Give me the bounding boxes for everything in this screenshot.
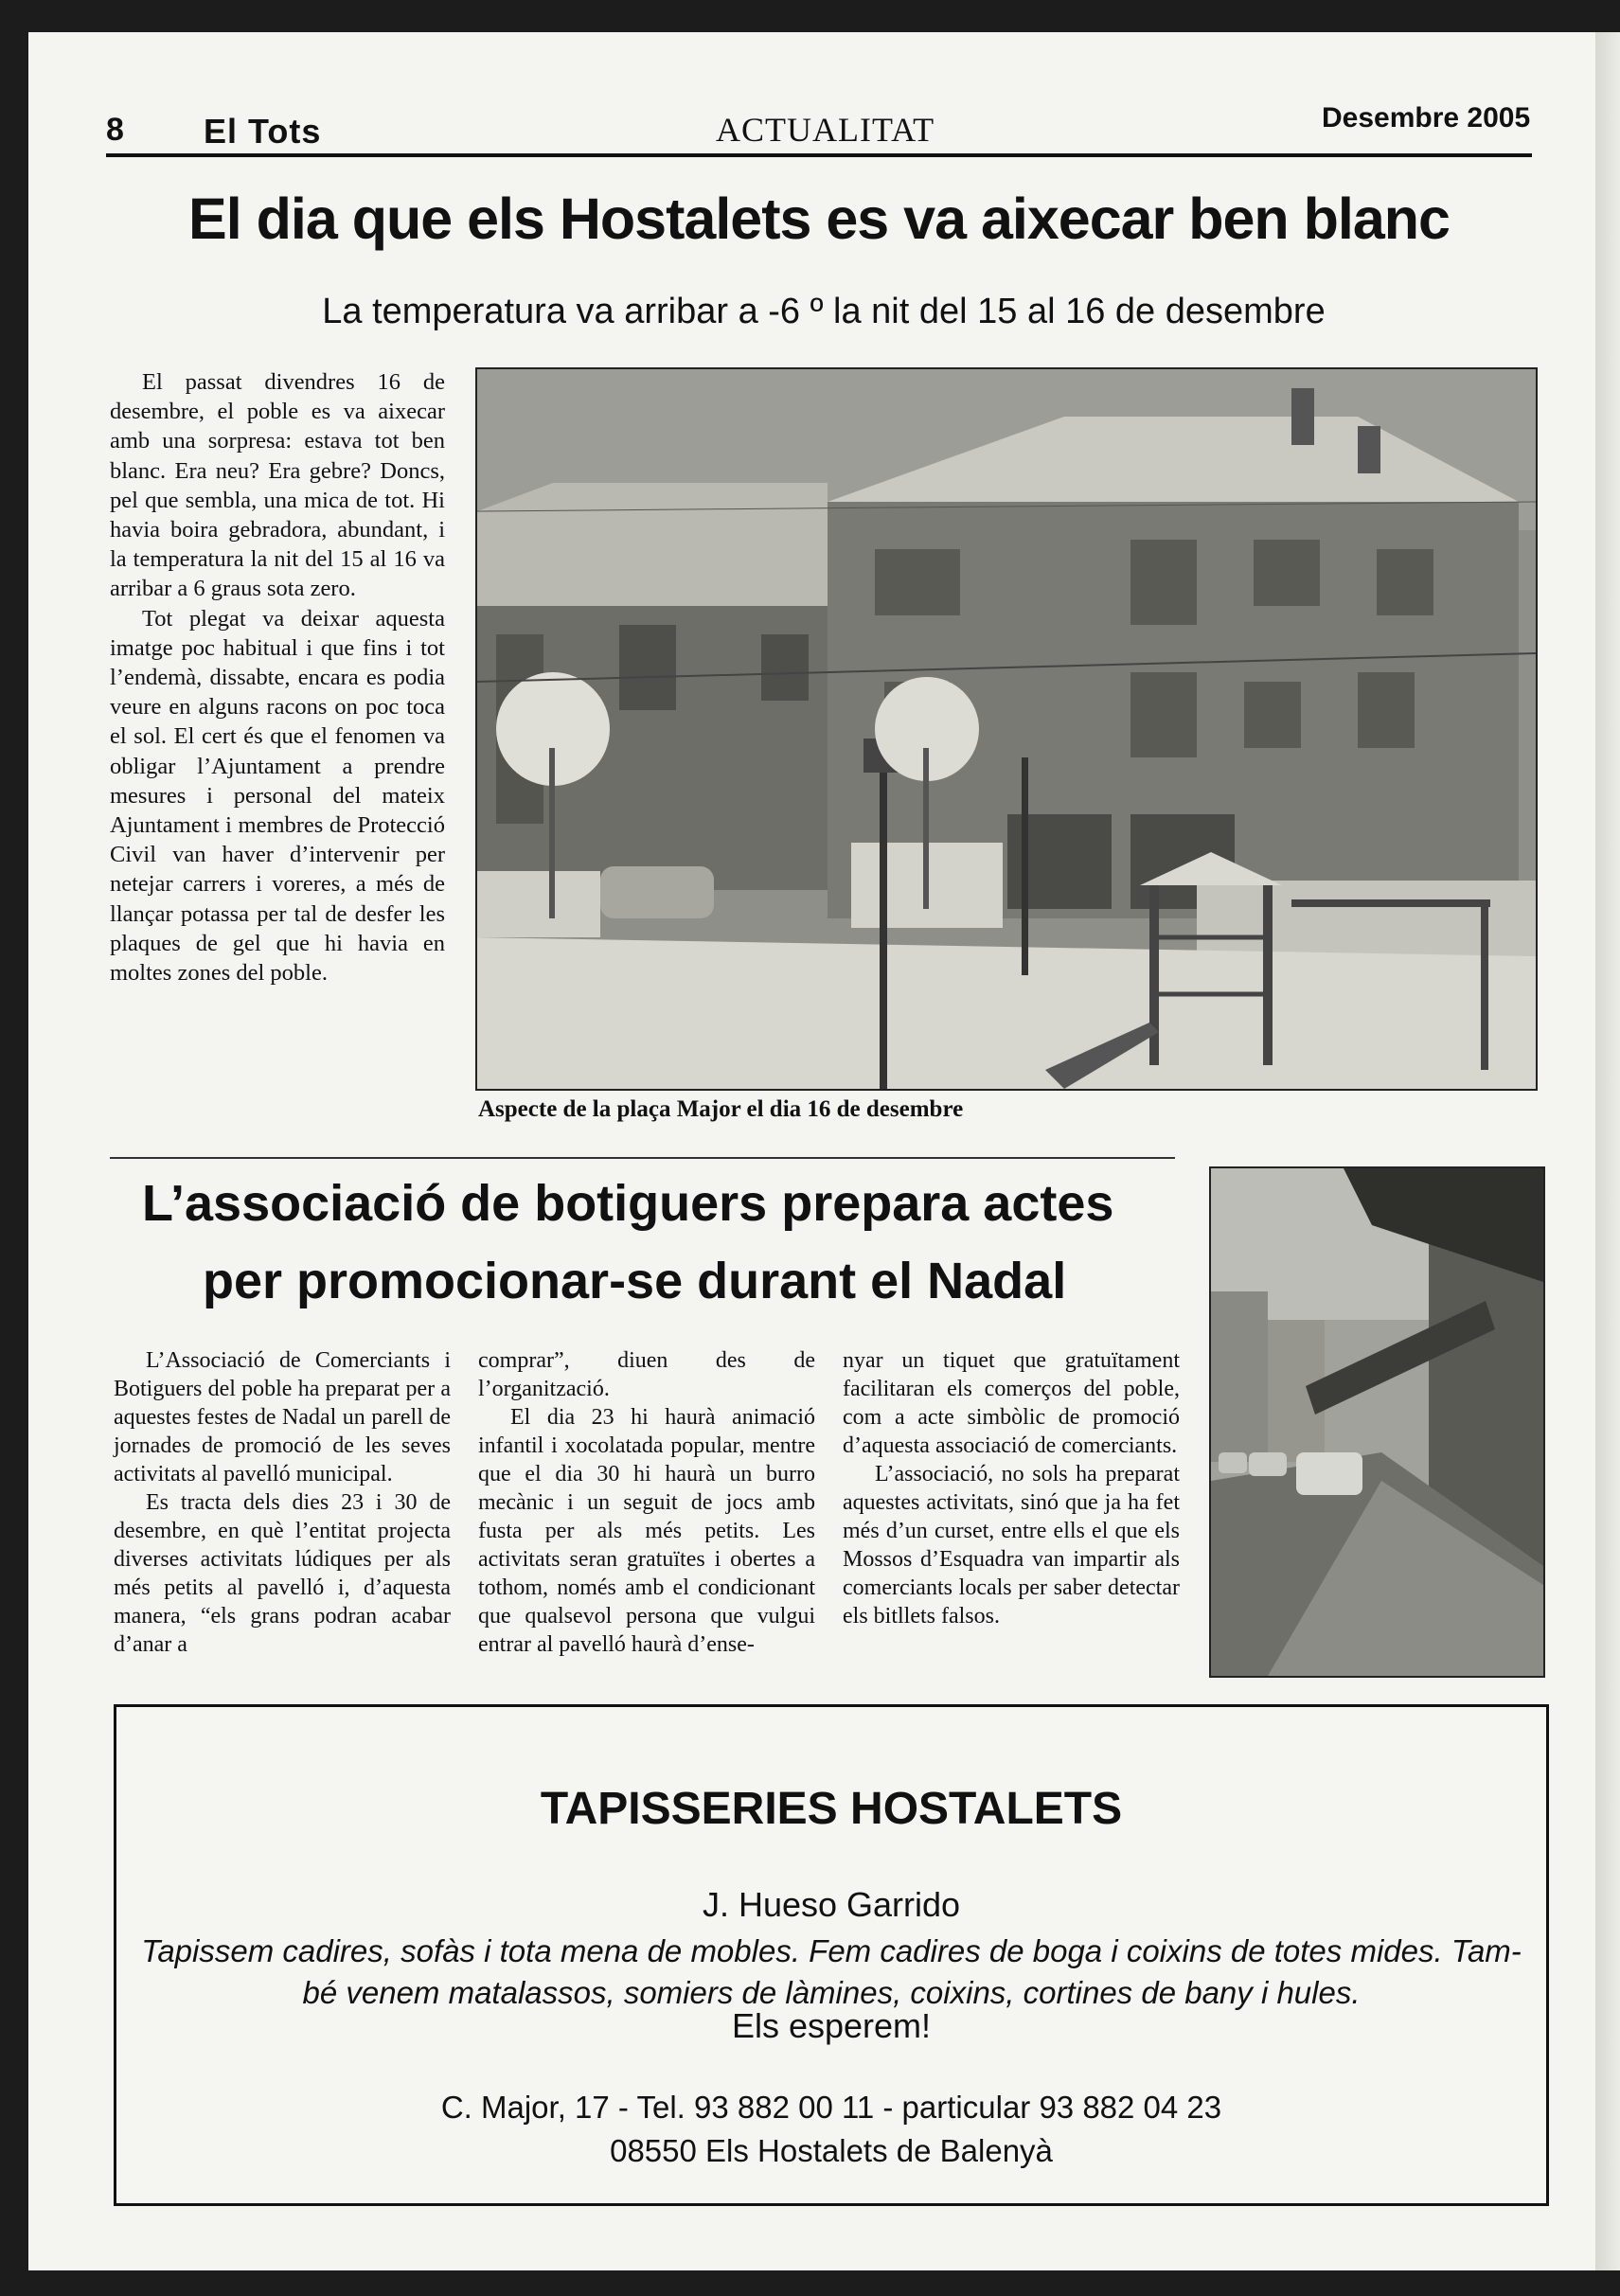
photo-caption: Aspecte de la plaça Major el dia 16 de desembre	[478, 1096, 964, 1122]
article1-paragraph: Tot plegat va deixar aquesta imatge poc habitual i que fins i tot l’endemà, dissabte, encara es podia veure en alguns racons on poc toca el sol. El cert és que el fenomen va obligar l’Ajuntament a prendre mesures i personal del mateix Ajuntament i membres de Protecció Civil van haver d’intervenir per netejar carrers i voreres, a més de llançar potassa per tal de desfer les plaques de gel que hi havia en moltes zones del poble.	[110, 605, 445, 987]
page-number: 8	[106, 112, 124, 148]
header-rule	[106, 153, 1532, 157]
ad-owner-name: J. Hueso Garrido	[702, 1885, 961, 1924]
article1-body	[110, 367, 445, 988]
article2-paragraph: L’associació, no sols ha preparat aquestes activitats, sinó que ja ha fet més d’un curset, entre ells el que els Mossos d’Esquadra van impartir als comerciants locals per saber detectar els bitllets falsos.	[843, 1462, 1180, 1629]
article2-paragraph: El dia 23 hi haurà animació infantil i xocolatada popular, mentre que el dia 30 hi haurà un burro mecànic i un seguit de jocs amb fusta per als més petits. Les activitats seran gratuïtes i obertes a tothom, només amb el condicionant que qualsevol persona que vulgui entrar al pavelló haurà d’ense-	[478, 1405, 815, 1657]
snowy-square-photo	[475, 367, 1538, 1091]
street-illustration	[1211, 1168, 1543, 1676]
ad-address	[116, 2086, 1546, 2173]
article2-column-3	[843, 1346, 1180, 1630]
article2-column-2	[478, 1346, 815, 1659]
ad-business-name: TAPISSERIES HOSTALETS	[540, 1784, 1123, 1834]
section-divider	[110, 1157, 1175, 1159]
issue-date: Desembre 2005	[1322, 102, 1531, 133]
article2-headline-line2: per promocionar-se durant el Nadal	[203, 1253, 1067, 1309]
publication-name: El Tots	[204, 112, 322, 151]
article2-headline-line1: L’associació de botiguers prepara actes	[142, 1175, 1114, 1232]
ad-description-line: bé venem matalassos, somiers de làmines, coixins, cortines de bany i hules.	[302, 1975, 1361, 2010]
article2-column-1	[114, 1346, 451, 1659]
section-title: ACTUALITAT	[716, 111, 935, 149]
street-shops-photo	[1209, 1166, 1545, 1678]
ad-description	[116, 1931, 1546, 2014]
snowy-square-illustration	[477, 369, 1536, 1089]
article1-paragraph: El passat divendres 16 de desembre, el poble es va aixecar amb una sorpresa: estava tot ben blanc. Era neu? Era gebre? Doncs, pel que sembla, una mica de tot. Hi havia boira gebradora, abundant, i la temperatura la nit del 15 al 16 va arribar a 6 graus sota zero.	[110, 369, 445, 602]
ad-address-line: C. Major, 17 - Tel. 93 882 00 11 - particular 93 882 04 23	[440, 2090, 1222, 2125]
article2-paragraph: L’Associació de Comerciants i Botiguers del poble ha preparat per a aquestes festes de Nadal un parell de jornades de promoció de les seves activitats al pavelló municipal.	[114, 1348, 451, 1486]
ad-address-line: 08550 Els Hostalets de Balenyà	[610, 2133, 1053, 2168]
ad-description-line: Tapissem cadires, sofàs i tota mena de mobles. Fem cadires de boga i coixins de totes mides. Tam-	[141, 1933, 1522, 1968]
next-page-edge	[1595, 32, 1620, 2270]
advertisement-box	[114, 1704, 1549, 2206]
article1-subheadline: La temperatura va arribar a -6 º la nit del 15 al 16 de desembre	[322, 292, 1326, 331]
article2-paragraph: nyar un tiquet que gratuïtament facilitaran els comerços del poble, com a acte simbòlic de promoció d’aquesta associació de comerciants.	[843, 1348, 1180, 1458]
ad-closing: Els esperem!	[731, 2006, 932, 2045]
article1-headline: El dia que els Hostalets es va aixecar ben blanc	[188, 187, 1450, 251]
article2-paragraph: Es tracta dels dies 23 i 30 de desembre, en què l’entitat projecta diverses activitats lúdiques per als més petits al pavelló i, d’aquesta manera, “els grans podran acabar d’anar a	[114, 1490, 451, 1657]
article2-paragraph: comprar”, diuen des de l’organització.	[478, 1348, 815, 1401]
